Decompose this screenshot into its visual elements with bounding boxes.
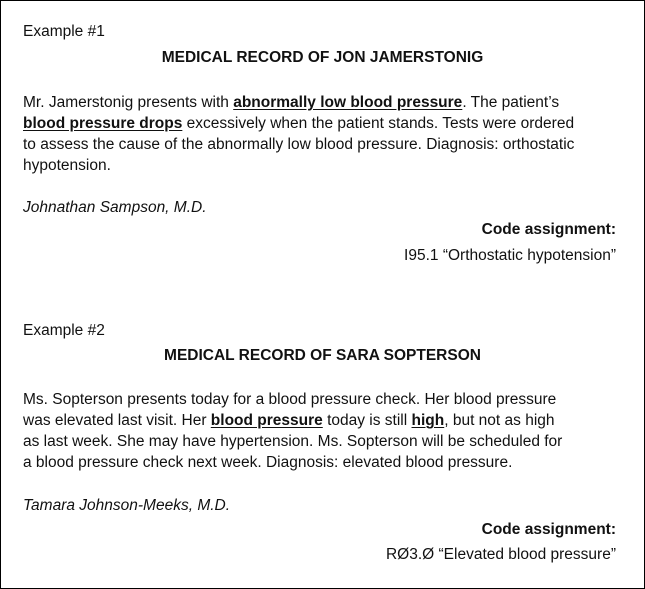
example-1-label: Example #1 xyxy=(23,23,105,40)
example-1-line-4: hypotension. xyxy=(23,157,111,174)
text-segment: was elevated last visit. Her xyxy=(23,412,211,429)
example-1-title: MEDICAL RECORD OF JON JAMERSTONIG xyxy=(161,49,484,66)
example-1-line-3: to assess the cause of the abnormally low blood pressure. Diagnosis: orthostatic xyxy=(23,136,575,153)
example-1-code-label: Code assignment: xyxy=(481,221,616,238)
highlight-term: high xyxy=(411,412,445,429)
example-2-label: Example #2 xyxy=(23,322,105,339)
example-2-signature: Tamara Johnson-Meeks, M.D. xyxy=(23,497,231,514)
example-1-line-2 xyxy=(23,113,633,134)
text-segment: Mr. Jamerstonig presents with xyxy=(23,94,234,111)
highlight-term: blood pressure drops xyxy=(23,115,183,132)
highlight-term: abnormally low blood pressure xyxy=(233,94,463,111)
example-2-title: MEDICAL RECORD OF SARA SOPTERSON xyxy=(164,347,481,364)
example-2-code-label: Code assignment: xyxy=(481,521,616,538)
example-1-paragraph xyxy=(23,92,633,176)
text-segment: , but not as high xyxy=(444,412,555,429)
text-segment: excessively when the patient stands. Tests were ordered xyxy=(182,115,575,132)
example-2-line-2 xyxy=(23,410,633,431)
example-2-code-value: RØ3.Ø “Elevated blood pressure” xyxy=(385,546,616,563)
example-1-code-value: I95.1 “Orthostatic hypotension” xyxy=(404,247,616,264)
example-2-line-1: Ms. Sopterson presents today for a blood pressure check. Her blood pressure xyxy=(23,391,557,408)
example-1-signature: Johnathan Sampson, M.D. xyxy=(23,199,207,216)
text-segment: . The patient’s xyxy=(462,94,560,111)
example-2-line-4: a blood pressure check next week. Diagnosis: elevated blood pressure. xyxy=(23,454,513,471)
highlight-term: blood pressure xyxy=(210,412,323,429)
text-segment: today is still xyxy=(322,412,412,429)
example-2-paragraph xyxy=(23,389,633,473)
example-2-line-3: as last week. She may have hypertension. Ms. Sopterson will be scheduled for xyxy=(23,433,563,450)
example-1-line-1 xyxy=(23,92,633,113)
